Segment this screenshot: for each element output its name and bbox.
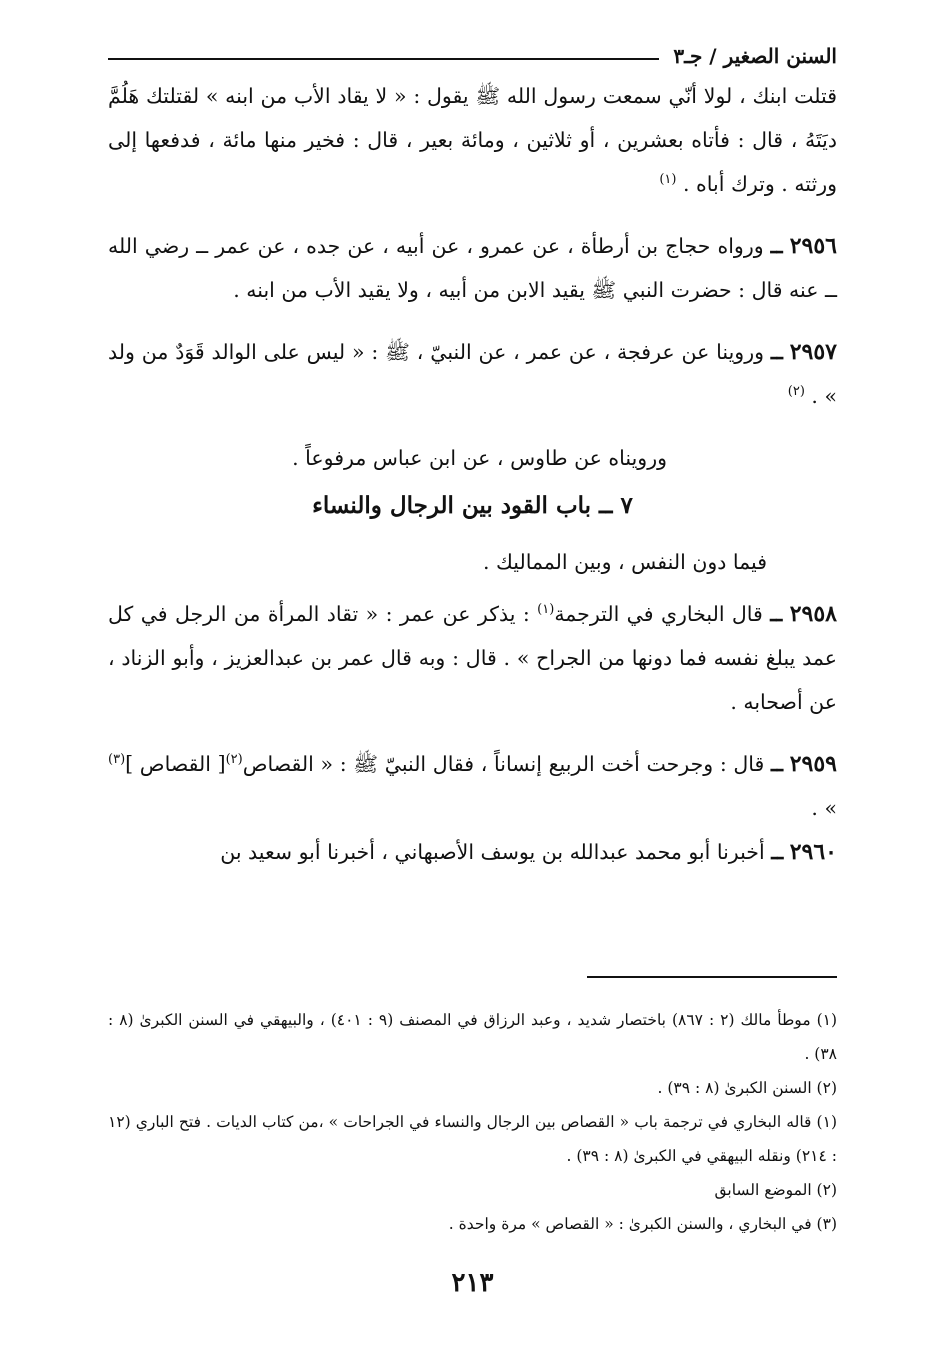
footnote-ref: (٣): [108, 752, 126, 768]
footnote: (٢) الموضع السابق: [714, 1181, 837, 1199]
hadith-2956: [108, 224, 837, 312]
hadith-2957: [108, 330, 837, 418]
dash: ــ: [770, 340, 783, 364]
hadith-text: ورواه حجاج بن أرطأة ، عن عمرو ، عن أبيه ، عن جده ، عن عمر ــ رضي الله ــ عنه قال : حضرت النبي ﷺ يقيد الابن من أبيه ، ولا يقيد الأب من ابنه .: [108, 234, 837, 302]
hadith-2959: [108, 742, 837, 830]
dash: ــ: [771, 840, 784, 864]
footnote-rule: [587, 976, 837, 978]
footnote: (٣) في البخاري ، والسنن الكبرىٰ : « القصاص » مرة واحدة .: [448, 1215, 837, 1233]
chapter-subtitle: فيما دون النفس ، وبين المماليك .: [482, 550, 767, 574]
hadith-number: ٢٩٥٨: [789, 601, 837, 627]
footnotes: [108, 1003, 837, 1241]
main-text: [108, 74, 837, 874]
running-title: السنن الصغير / جـ٣: [673, 44, 837, 68]
footnote-ref: (٢): [787, 384, 805, 400]
footnote-ref: (١): [659, 172, 677, 188]
chapter-number: ٧: [620, 492, 633, 519]
hadith-text-c: » .: [811, 796, 837, 820]
dash: ــ: [770, 602, 783, 626]
hadith-text-b: [ القصاص ]: [125, 752, 226, 776]
hadith-number: ٢٩٥٦: [789, 233, 837, 259]
header-rule: [108, 58, 659, 60]
footnote-ref: (١): [537, 602, 555, 618]
running-header: [108, 36, 837, 76]
footnote: (٢) السنن الكبرىٰ (٨ : ٣٩) .: [657, 1079, 837, 1097]
footnote: (١) موطأ مالك (٢ : ٨٦٧) باختصار شديد ، وعبد الرزاق في المصنف (٩ : ٤٠١) ، والبيهقي في السنن الكبرىٰ (٨ : ٣٨) .: [108, 1011, 838, 1063]
hadith-number: ٢٩٥٧: [789, 339, 837, 365]
dash: ــ: [771, 752, 784, 776]
hadith-text: أخبرنا أبو محمد عبدالله بن يوسف الأصبهاني ، أخبرنا أبو سعيد بن: [220, 840, 765, 864]
hadith-text: وروينا عن عرفجة ، عن عمر ، عن النبيّ ، ﷺ : « ليس على الوالد قَوَدٌ من ولد » .: [108, 340, 837, 408]
hadith-number: ٢٩٥٩: [789, 751, 837, 777]
hadith-text-b: : يذكر عن عمر : « تقاد المرأة من الرجل في كل عمد يبلغ نفسه فما دونها من الجراح » . قال : وبه قال عمر بن عبدالعزيز ، وأبو الزناد ، عن أصحابه .: [108, 602, 837, 714]
hadith-number: ٢٩٦٠: [789, 839, 837, 865]
chapter-heading: [108, 484, 837, 528]
continuation-text: قتلت ابنك ، لولا أنّي سمعت رسول الله ﷺ يقول : « لا يقاد الأب من ابنه » لقتلتك هَلُمَّ ديَتَهُ ، قال : فأتاه بعشرين ، أو ثلاثين ، ومائة بعير ، قال : فخير منها مائة ، فدفعها إلى ورثته . وترك أباه .: [108, 84, 837, 196]
footnote-ref: (٢): [225, 752, 243, 768]
footnote: (١) قاله البخاري في ترجمة باب « القصاص بين الرجال والنساء في الجراحات » ،من كتاب الديات . فتح الباري (١٢ : ٢١٤) ونقله البيهقي في الكبرىٰ (٨ : ٣٩) .: [108, 1113, 837, 1165]
dash: ــ: [770, 234, 783, 258]
hadith-2958: [108, 592, 837, 724]
page-number: ٢١٣: [451, 1268, 494, 1298]
chapter-title: باب القود بين الرجال والنساء: [312, 492, 592, 519]
dash: ــ: [599, 492, 613, 519]
hadith-text-a: قال : وجرحت أخت الربيع إنساناً ، فقال النبيّ ﷺ : « القصاص: [242, 752, 765, 776]
hadith-2960: [108, 830, 837, 874]
continuation-paragraph: [108, 74, 837, 206]
hadith-text-a: قال البخاري في الترجمة: [554, 602, 763, 626]
tawus-line: ورويناه عن طاوس ، عن ابن عباس مرفوعاً .: [292, 446, 667, 470]
